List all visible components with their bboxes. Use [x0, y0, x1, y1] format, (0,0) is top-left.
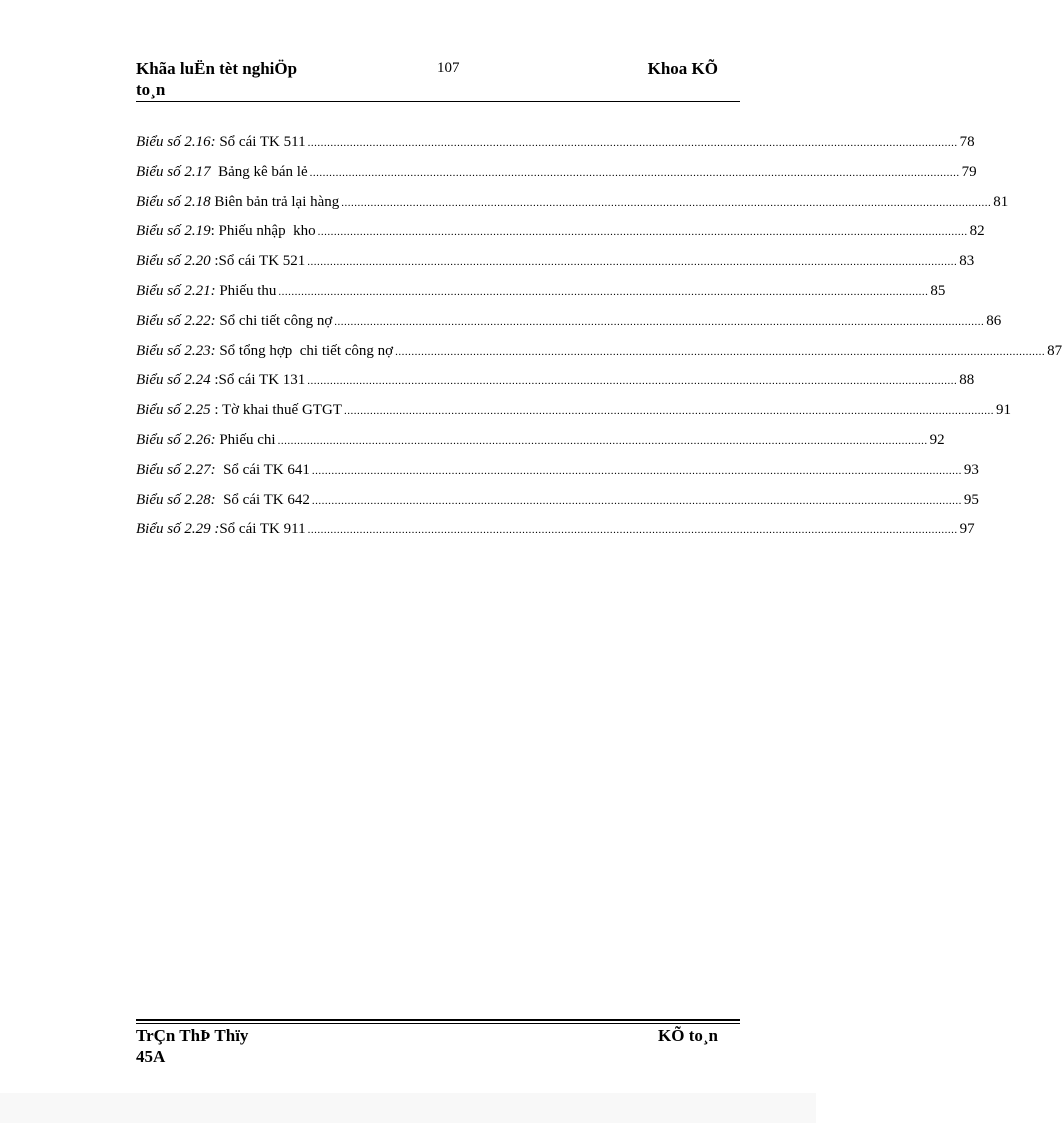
- toc-entry-title: Sổ chi tiết công nợ: [215, 312, 333, 329]
- toc-entry-page: 85: [930, 282, 946, 299]
- toc-entry: [136, 399, 1011, 429]
- toc-entry: [136, 518, 975, 548]
- toc-entry-page: 86: [986, 312, 1002, 329]
- toc-entry-label: Biểu số 2.26:: [136, 431, 216, 448]
- toc-dot-leader: ........................................................................................................................................................................................................: [309, 166, 960, 179]
- page-header: [136, 58, 740, 102]
- toc-entry-label: Biểu số 2.25: [136, 402, 211, 419]
- toc-entry-page: 92: [929, 431, 945, 448]
- toc-entry: [136, 459, 979, 489]
- toc-dot-leader: ........................................................................................................................................................................................................: [307, 375, 958, 388]
- toc-dot-leader: ........................................................................................................................................................................................................: [278, 285, 929, 298]
- toc-entry: [136, 161, 977, 191]
- toc-entry-label: Biểu số 2.29 :: [136, 521, 220, 538]
- toc-dot-leader: ........................................................................................................................................................................................................: [277, 434, 928, 447]
- toc-entry-title: Sổ tổng hợp chi tiết công nợ: [215, 342, 394, 359]
- toc-entry-title: Biên bản trả lại hàng: [210, 193, 340, 210]
- toc-entry-page: 97: [959, 521, 975, 538]
- toc-entry-title: :Sổ cái TK 131: [210, 372, 306, 389]
- toc-entry-title: Sổ cái TK 911: [219, 521, 306, 538]
- toc-entry-page: 78: [959, 134, 975, 150]
- toc-entry-label: Biểu số 2.20: [136, 253, 211, 270]
- toc-entry-label: Biểu số 2.23:: [136, 342, 216, 359]
- toc-entry-label: Biểu số 2.16:: [136, 134, 216, 150]
- toc-dot-leader: ........................................................................................................................................................................................................: [307, 137, 958, 149]
- header-left-line2: to¸n: [136, 80, 166, 99]
- toc-entry-title: :Sổ cái TK 521: [210, 253, 306, 270]
- table-of-contents: [136, 131, 1062, 548]
- toc-entry-title: Sổ cái TK 642: [215, 491, 310, 508]
- toc-dot-leader: ........................................................................................................................................................................................................: [311, 494, 962, 507]
- toc-dot-leader: ........................................................................................................................................................................................................: [395, 345, 1046, 358]
- toc-dot-leader: ........................................................................................................................................................................................................: [343, 405, 994, 418]
- toc-entry-title: Sổ cái TK 641: [215, 461, 310, 478]
- footer-right: KÕ to¸n: [658, 1026, 718, 1045]
- toc-entry-page: 81: [993, 193, 1009, 210]
- toc-entry: [136, 369, 975, 399]
- toc-entry-label: Biểu số 2.22:: [136, 312, 216, 329]
- toc-entry-label: Biểu số 2.18: [136, 193, 211, 210]
- toc-entry-label: Biểu số 2.28:: [136, 491, 216, 508]
- toc-entry: [136, 250, 975, 280]
- toc-entry-page: 79: [961, 163, 977, 180]
- header-left-line1: Khãa luËn tèt nghiÖp: [136, 59, 298, 78]
- toc-entry-page: 93: [963, 461, 979, 478]
- toc-entry-label: Biểu số 2.27:: [136, 461, 216, 478]
- toc-entry-label: Biểu số 2.19: [136, 223, 211, 240]
- toc-entry-page: 87: [1047, 342, 1062, 359]
- toc-entry: [136, 429, 945, 459]
- toc-entry: [136, 340, 1062, 370]
- toc-entry: [136, 280, 946, 310]
- toc-entry-label: Biểu số 2.24: [136, 372, 211, 389]
- footer-left-line1: TrÇn ThÞ Thïy: [136, 1026, 249, 1045]
- toc-entry-title: : Phiếu nhập kho: [210, 223, 316, 240]
- footer-left: [136, 1025, 336, 1067]
- header-rule: [136, 101, 740, 102]
- toc-entry-title: Phiếu thu: [215, 282, 277, 299]
- header-left: [136, 58, 326, 100]
- toc-entry: [136, 131, 975, 161]
- toc-dot-leader: ........................................................................................................................................................................................................: [307, 256, 958, 269]
- toc-dot-leader: ........................................................................................................................................................................................................: [334, 315, 985, 328]
- header-right: Khoa KÕ: [647, 59, 718, 78]
- toc-entry-title: Bảng kê bán lẻ: [210, 163, 308, 180]
- page-footer: [136, 1025, 740, 1069]
- toc-entry-title: : Tờ khai thuế GTGT: [210, 402, 342, 419]
- toc-dot-leader: ........................................................................................................................................................................................................: [341, 196, 992, 209]
- toc-dot-leader: ........................................................................................................................................................................................................: [307, 524, 958, 537]
- toc-entry: [136, 310, 1002, 340]
- toc-dot-leader: ........................................................................................................................................................................................................: [317, 226, 968, 239]
- toc-entry: [136, 191, 1009, 221]
- footer-rule: [136, 1019, 740, 1021]
- toc-dot-leader: ........................................................................................................................................................................................................: [311, 464, 962, 477]
- toc-entry: [136, 220, 985, 250]
- footer-rule-thin: [136, 1023, 740, 1024]
- toc-entry: [136, 489, 979, 519]
- toc-entry-label: Biểu số 2.21:: [136, 282, 216, 299]
- toc-entry-page: 95: [963, 491, 979, 508]
- footer-left-line2: 45A: [136, 1047, 166, 1066]
- toc-entry-page: 88: [959, 372, 975, 389]
- toc-entry-label: Biểu số 2.17: [136, 163, 211, 180]
- page-bottom-band: [0, 1093, 816, 1123]
- toc-entry-page: 83: [959, 253, 975, 270]
- header-page-number: 107: [437, 60, 460, 76]
- toc-entry-page: 82: [969, 223, 985, 240]
- toc-entry-title: Sổ cái TK 511: [215, 134, 306, 150]
- toc-entry-title: Phiếu chi: [215, 431, 276, 448]
- toc-entry-page: 91: [995, 402, 1011, 419]
